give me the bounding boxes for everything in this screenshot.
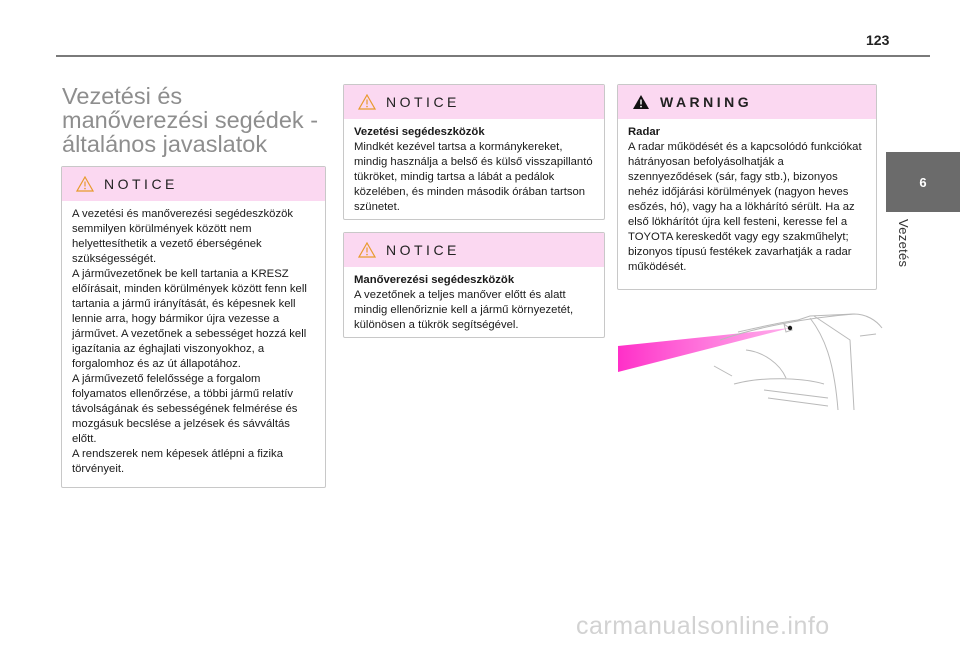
- notice-body: [344, 267, 604, 333]
- notice-box-maneuvering-aids: [343, 232, 605, 338]
- chapter-tab: [886, 152, 960, 212]
- notice-header: [344, 233, 604, 267]
- warning-label: WARNING: [660, 94, 753, 110]
- notice-body: [62, 201, 325, 477]
- notice-paragraph: A járművezető felelőssége a forgalom folyamatos ellenőrzése, a többi jármű relatív távolságának és sebességének felmérése és mozgásuk becslése a jelzések és sávváltás előtt.: [72, 373, 298, 445]
- car-outline: [714, 314, 882, 410]
- notice-box-driving-aids: [343, 84, 605, 220]
- radar-illustration: [614, 306, 884, 414]
- notice-header: [62, 167, 325, 201]
- notice-header: [344, 85, 604, 119]
- notice-subtitle: Manőverezési segédeszközök: [354, 274, 515, 286]
- chapter-label: Vezetés: [896, 219, 911, 268]
- warning-body: [618, 119, 876, 275]
- notice-body: [344, 119, 604, 215]
- header-rule: [56, 55, 930, 57]
- caution-triangle-icon: [358, 242, 376, 258]
- warning-box-radar: [617, 84, 877, 290]
- notice-label: NOTICE: [386, 242, 460, 258]
- notice-paragraph: A rendszerek nem képesek átlépni a fizika törvényeit.: [72, 448, 283, 475]
- page-number: 123: [866, 32, 890, 48]
- page-title: Vezetési és manőverezési segédek - általános javaslatok: [62, 83, 319, 157]
- warning-header: [618, 85, 876, 119]
- notice-label: NOTICE: [104, 176, 178, 192]
- warning-subtitle: Radar: [628, 126, 661, 138]
- notice-subtitle: Vezetési segédeszközök: [354, 126, 485, 138]
- notice-label: NOTICE: [386, 94, 460, 110]
- radar-sensor: [788, 326, 792, 330]
- notice-text: A vezetőnek a teljes manőver előtt és alatt mindig ellenőriznie kell a jármű környezetét, különösen a tükrök segítségével.: [354, 289, 574, 331]
- notice-paragraph: A járművezetőnek be kell tartania a KRESZ előírásait, minden körülmények között fenn kell tartania a jármű irányítását, és képesnek kell lennie arra, hogy bármikor újra vezesse a járművet. A vezetőnek a sebességet hozzá kell igazítania az éghajlati viszonyokhoz, a forgalomhoz és az út állapotához.: [72, 268, 307, 370]
- watermark: carmanualsonline.info: [576, 612, 830, 640]
- warning-triangle-icon: [632, 94, 650, 110]
- caution-triangle-icon: [358, 94, 376, 110]
- warning-text: A radar működését és a kapcsolódó funkciókat hátrányosan befolyásolhatják a szennyeződések (sár, fagy stb.), bizonyos nehéz időjárási körülmények (nagyon heves esőzés, hó), vagy ha a lökhárító sérült. Ha az első lökhárítót újra kell festeni, keresse fel a TOYOTA kereskedőt vagy egy szakműhelyt; bizonyos típusú festékek zavarhatják a radar működését.: [628, 141, 862, 273]
- radar-beam: [618, 328, 790, 372]
- caution-triangle-icon: [76, 176, 94, 192]
- notice-box-general: [61, 166, 326, 488]
- chapter-number: 6: [919, 174, 927, 190]
- notice-paragraph: A vezetési és manőverezési segédeszközök semmilyen körülmények között nem helyettesíthetik a vezető éberségének szükségességét.: [72, 208, 294, 265]
- notice-text: Mindkét kezével tartsa a kormánykereket, mindig használja a belső és külső visszapillantó tükröket, mindig tartsa a lábát a pedálok közelében, és minden második órában tartson szünetet.: [354, 141, 593, 213]
